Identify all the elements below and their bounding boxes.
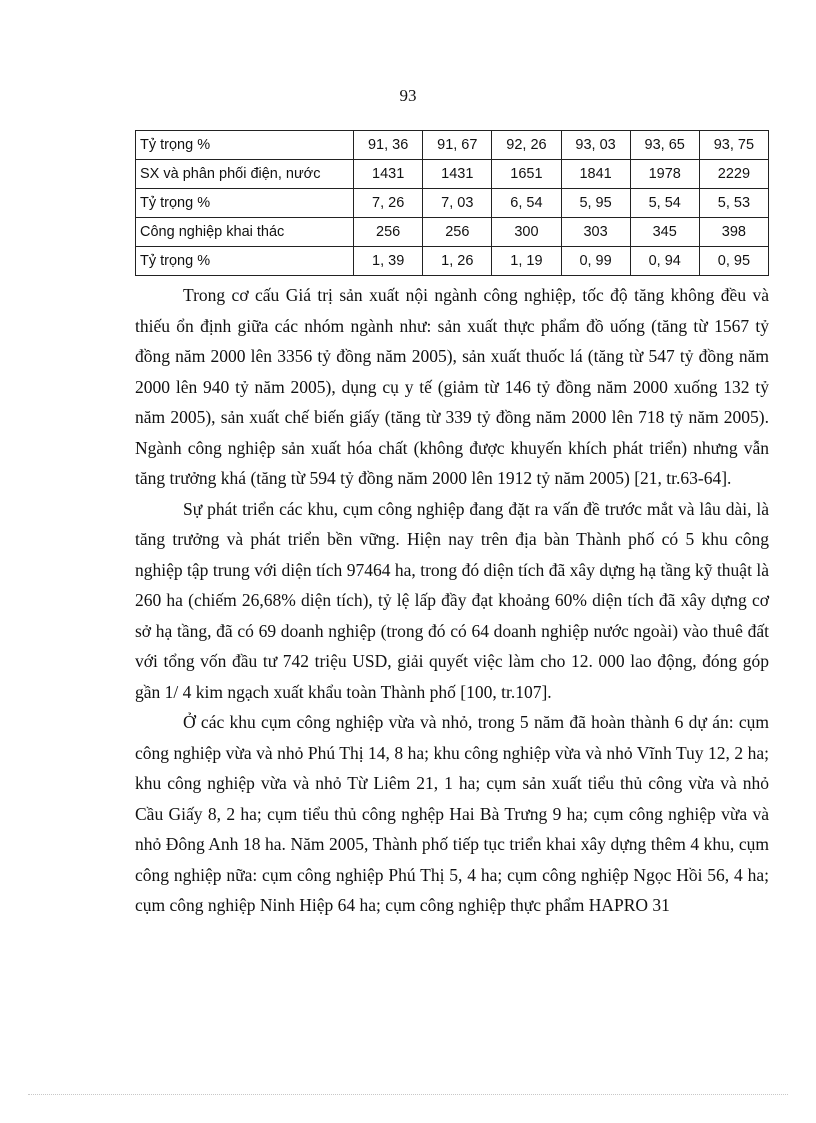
page-number: 93 xyxy=(399,86,417,105)
table-cell: 0, 95 xyxy=(699,247,768,276)
table-cell: 6, 54 xyxy=(492,189,561,218)
table-cell: 1431 xyxy=(423,160,492,189)
paragraph: Ở các khu cụm công nghiệp vừa và nhỏ, trong 5 năm đã hoàn thành 6 dự án: cụm công nghiệp vừa và nhỏ Phú Thị 14, 8 ha; khu công nghiệp vừa và nhỏ Vĩnh Tuy 12, 2 ha; khu công nghiệp vừa và nhỏ Từ Liêm 21, 1 ha; cụm sản xuất tiểu thủ công vừa và nhỏ Cầu Giấy 8, 2 ha; cụm tiểu thủ công nghệp Hai Bà Trưng 9 ha; cụm công nghiệp vừa và nhỏ Đông Anh 18 ha. Năm 2005, Thành phố tiếp tục triển khai xây dựng thêm 4 khu, cụm công nghiệp nữa: cụm công nghiệp Phú Thị 5, 4 ha; cụm công nghiệp Ngọc Hồi 56, 4 ha; cụm công nghiệp Ninh Hiệp 64 ha; cụm công nghiệp thực phẩm HAPRO 31 xyxy=(135,712,769,915)
table-cell: 303 xyxy=(561,218,630,247)
table-cell: 1978 xyxy=(630,160,699,189)
table-row xyxy=(136,131,769,160)
table-cell: 5, 54 xyxy=(630,189,699,218)
table-cell: 1, 26 xyxy=(423,247,492,276)
statistics-table xyxy=(135,130,769,276)
table-cell: 5, 95 xyxy=(561,189,630,218)
table-cell: 300 xyxy=(492,218,561,247)
table-row xyxy=(136,247,769,276)
table-cell: 0, 99 xyxy=(561,247,630,276)
table-row xyxy=(136,189,769,218)
footer-divider xyxy=(28,1094,788,1095)
row-label: Tỷ trọng % xyxy=(136,131,354,160)
row-label: Tỷ trọng % xyxy=(136,189,354,218)
body-text xyxy=(135,280,769,921)
table-cell: 91, 36 xyxy=(354,131,423,160)
table-cell: 1651 xyxy=(492,160,561,189)
paragraph: Sự phát triển các khu, cụm công nghiệp đang đặt ra vấn đề trước mắt và lâu dài, là tăng trưởng và phát triển bền vững. Hiện nay trên địa bàn Thành phố có 5 khu công nghiệp tập trung với diện tích 97464 ha, trong đó diện tích đã xây dựng hạ tầng kỹ thuật là 260 ha (chiếm 26,68% diện tích), tỷ lệ lấp đầy đạt khoảng 60% diện tích đã xây dựng cơ sở hạ tầng, đã có 69 doanh nghiệp (trong đó có 64 doanh nghiệp nước ngoài) vào thuê đất với tổng vốn đầu tư 742 triệu USD, giải quyết việc làm cho 12. 000 lao động, đóng góp gần 1/ 4 kim ngạch xuất khẩu toàn Thành phố [100, tr.107]. xyxy=(135,498,769,702)
table-row xyxy=(136,160,769,189)
table-cell: 93, 03 xyxy=(561,131,630,160)
table-cell: 7, 03 xyxy=(423,189,492,218)
table-cell: 0, 94 xyxy=(630,247,699,276)
table-cell: 1, 19 xyxy=(492,247,561,276)
table-cell: 1431 xyxy=(354,160,423,189)
table-cell: 92, 26 xyxy=(492,131,561,160)
table-cell: 93, 65 xyxy=(630,131,699,160)
table-cell: 1, 39 xyxy=(354,247,423,276)
table-row xyxy=(136,218,769,247)
row-label: SX và phân phối điện, nước xyxy=(136,160,354,189)
table-cell: 93, 75 xyxy=(699,131,768,160)
table-cell: 7, 26 xyxy=(354,189,423,218)
table-cell: 256 xyxy=(354,218,423,247)
table-cell: 345 xyxy=(630,218,699,247)
table-cell: 1841 xyxy=(561,160,630,189)
table-cell: 91, 67 xyxy=(423,131,492,160)
table-cell: 398 xyxy=(699,218,768,247)
paragraph: Trong cơ cấu Giá trị sản xuất nội ngành công nghiệp, tốc độ tăng không đều và thiếu ổn định giữa các nhóm ngành như: sản xuất thực phẩm đồ uống (tăng từ 1567 tỷ đồng năm 2000 lên 3356 tỷ đồng năm 2005), sản xuất thuốc lá (tăng từ 547 tỷ đồng năm 2000 lên 940 tỷ năm 2005), dụng cụ y tế (giảm từ 146 tỷ đồng năm 2000 xuống 132 tỷ năm 2005), sản xuất chế biến giấy (tăng từ 339 tỷ đồng năm 2000 lên 718 tỷ năm 2005). Ngành công nghiệp sản xuất hóa chất (không được khuyến khích phát triển) nhưng vẫn tăng trưởng khá (tăng từ 594 tỷ đồng năm 2000 lên 1912 tỷ năm 2005) [21, tr.63-64]. xyxy=(135,285,769,488)
table-cell: 5, 53 xyxy=(699,189,768,218)
table-cell: 256 xyxy=(423,218,492,247)
table-cell: 2229 xyxy=(699,160,768,189)
row-label: Tỷ trọng % xyxy=(136,247,354,276)
row-label: Công nghiệp khai thác xyxy=(136,218,354,247)
